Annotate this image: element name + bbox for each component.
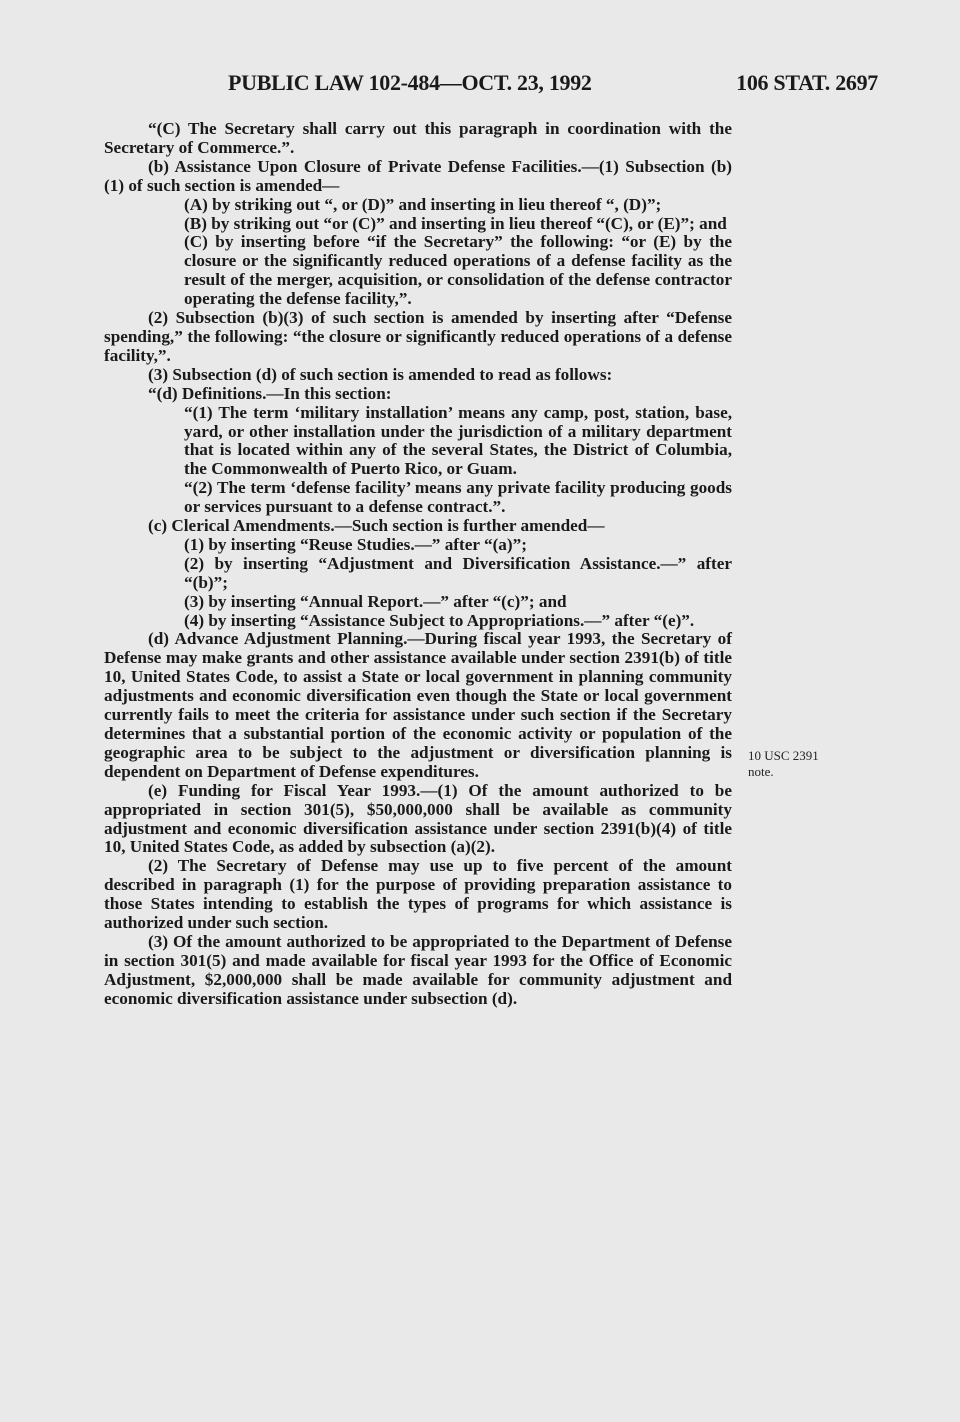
paragraph-b2: (2) Subsection (b)(3) of such section is amended by inserting after “Defense spending,” the following: “the closure or significantly reduced operations of a defense facility,”. — [104, 308, 732, 365]
paragraph-c4: (4) by inserting “Assistance Subject to Appropriations.—” after “(e)”. — [184, 610, 695, 630]
statute-page-number: 106 STAT. 2697 — [736, 70, 878, 95]
law-text-body — [104, 120, 732, 1009]
margin-note-label: note. — [748, 764, 774, 779]
paragraph-b-heading: (b) Assistance Upon Closure of Private Defense Facilities.—(1) Subsection (b)(1) of such section is amended— — [104, 156, 732, 195]
page-header — [228, 70, 878, 104]
paragraph-b1-B: (B) by striking out “or (C)” and inserting in lieu thereof “(C), or (E)”; and — [184, 213, 727, 233]
paragraph-b3: (3) Subsection (d) of such section is amended to read as follows: — [148, 364, 613, 384]
margin-note-citation: 10 USC 2391 — [748, 748, 819, 763]
paragraph-d-advance-planning: (d) Advance Adjustment Planning.—During fiscal year 1993, the Secretary of Defense may make grants and other assistance available under section 2391(b) of title 10, United States Code, to assist a State or local government in planning community adjustments and economic diversification even though the State or local government currently fails to meet the criteria for assistance under such section if the Secretary determines that a substantial portion of the economic activity or population of the geographic area to be subject to the adjustment or diversification planning is dependent on Department of Defense expenditures. — [104, 629, 732, 781]
running-head: PUBLIC LAW 102-484—OCT. 23, 1992 — [228, 70, 592, 95]
paragraph-d-definitions-heading: “(d) Definitions.—In this section: — [148, 383, 392, 403]
paragraph-definition-1: “(1) The term ‘military installation’ means any camp, post, station, base, yard, or other installation under the jurisdiction of a military department that is located within any of the several States, the District of Columbia, the Commonwealth of Puerto Rico, or Guam. — [184, 402, 732, 479]
paragraph-c2: (2) by inserting “Adjustment and Diversification Assistance.—” after “(b)”; — [184, 553, 732, 592]
paragraph-b1-C: (C) by inserting before “if the Secretary” the following: “or (E) by the closure or the significantly reduced operations of a defense facility as the result of the merger, acquisition, or consolidation of the defense contractor operating the defense facility,”. — [184, 232, 732, 309]
paragraph-c1: (1) by inserting “Reuse Studies.—” after “(a)”; — [184, 534, 527, 554]
paragraph-c3: (3) by inserting “Annual Report.—” after “(c)”; and — [184, 591, 567, 611]
paragraph-b1-A: (A) by striking out “, or (D)” and inserting in lieu thereof “, (D)”; — [184, 194, 662, 214]
paragraph-c-clerical: (c) Clerical Amendments.—Such section is further amended— — [148, 516, 605, 536]
paragraph-e1-funding: (e) Funding for Fiscal Year 1993.—(1) Of the amount authorized to be appropriated in section 301(5), $50,000,000 shall be available as community adjustment and economic diversification assistance under section 2391(b)(4) of title 10, United States Code, as added by subsection (a)(2). — [104, 780, 732, 857]
usc-margin-note — [748, 748, 858, 780]
paragraph-e2: (2) The Secretary of Defense may use up to five percent of the amount described in paragraph (1) for the purpose of providing preparation assistance to those States intending to establish the types of programs for which assistance is authorized under such section. — [104, 856, 732, 933]
paragraph-definition-2: “(2) The term ‘defense facility’ means any private facility producing goods or services pursuant to a defense contract.”. — [184, 478, 732, 517]
paragraph-a-c: “(C) The Secretary shall carry out this paragraph in coordination with the Secretary of Commerce.”. — [104, 119, 732, 157]
paragraph-e3: (3) Of the amount authorized to be appropriated to the Department of Defense in section 301(5) and made available for fiscal year 1993 for the Office of Economic Adjustment, $2,000,000 shall be made available for community adjustment and economic diversification assistance under subsection (d). — [104, 931, 732, 1008]
